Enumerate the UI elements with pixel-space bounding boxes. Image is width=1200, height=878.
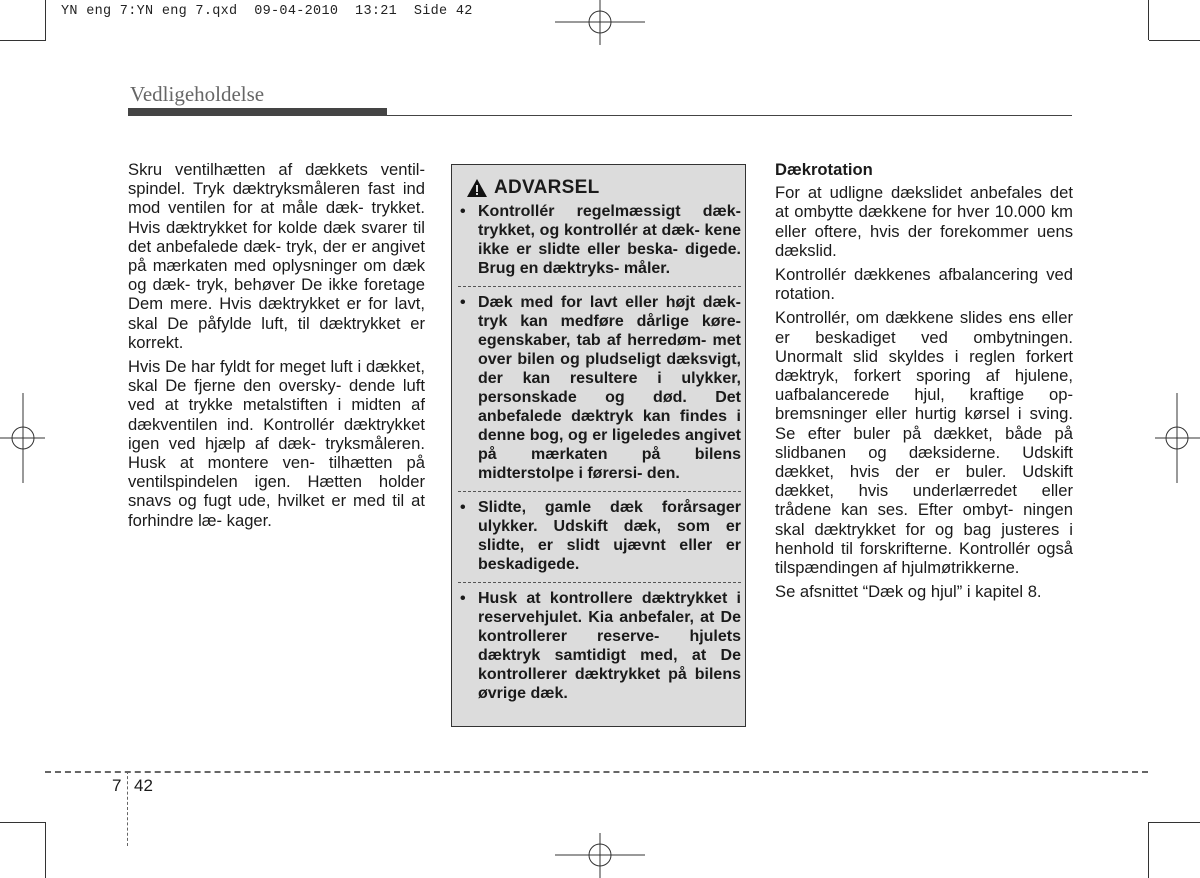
registration-mark-right xyxy=(1155,393,1200,483)
crop-mark-bottom-right-h xyxy=(1149,822,1200,823)
section-heading: Dækrotation xyxy=(775,160,873,179)
crop-mark-bottom-left-v xyxy=(45,822,46,878)
footer-divider xyxy=(127,771,128,846)
warning-box xyxy=(451,164,746,727)
registration-mark-top xyxy=(555,0,645,45)
bullet-icon: • xyxy=(460,294,466,311)
right-paragraph-4: Se afsnittet “Dæk og hjul” i kapitel 8. xyxy=(775,582,1042,602)
section-title: Vedligeholdelse xyxy=(130,82,265,106)
right-paragraph-2: Kontrollér dækkenes afbalancering ved rotation. xyxy=(775,265,1073,304)
crop-mark-top-right-h xyxy=(1149,40,1200,41)
bullet-icon: • xyxy=(460,203,466,220)
warning-item xyxy=(458,589,741,711)
crop-mark-top-left-v xyxy=(45,0,46,40)
right-column xyxy=(775,160,1073,606)
warning-item-text: Kontrollér regelmæssigt dæk- trykket, og kontrollér at dæk- kene ikke er slidte eller beska- digede. Brug en dæktryks- måler. xyxy=(478,203,741,277)
footer-rule xyxy=(45,771,1148,773)
left-paragraph-2: Hvis De har fyldt for meget luft i dækket, skal De fjerne den oversky- dende luft ved at trykke metalstiften i midten af dækventilen ind. Kontrollér dæktrykket igen ved hjælp af dæk- tryksmåleren. Husk at montere ven- tilhætten på ventilspindelen igen. Hætten holder snavs og fugt ude, hvilket er med til at forhindre læ- kager. xyxy=(128,357,425,530)
right-paragraph-1: For at udligne dækslidet anbefales det at ombytte dækkene for hver 10.000 km eller oftere, hvis der forekommer uens dækslid. xyxy=(775,183,1073,260)
registration-mark-bottom xyxy=(555,833,645,878)
crop-mark-top-right-v xyxy=(1148,0,1149,40)
page-number: 42 xyxy=(134,776,153,795)
print-slug: YN eng 7:YN eng 7.qxd 09-04-2010 13:21 Side 42 xyxy=(61,4,473,19)
warning-item-text: Husk at kontrollere dæktrykket i reservehjulet. Kia anbefaler, at De kontrollerer reserve- hjulets dæktryk samtidigt med, at De kontrollerer dæktrykket på bilens øvrige dæk. xyxy=(478,590,741,702)
chapter-number: 7 xyxy=(112,776,122,795)
warning-item xyxy=(458,202,741,287)
warning-item-text: Slidte, gamle dæk forårsager ulykker. Udskift dæk, som er slidte, er slidt ujævnt eller er beskadigede. xyxy=(478,499,741,573)
warning-title: ADVARSEL xyxy=(494,177,600,198)
warning-header xyxy=(466,177,600,199)
right-paragraph-3: Kontrollér, om dækkene slides ens eller er beskadiget ved ombytningen. Unormalt slid skyldes i reglen forkert dæktryk, forkert sporing af hjulene, uafbalancerede hjul, kraftige op- bremsninger eller hurtig kørsel i sving. Se efter buler på dækket, både på slidbanen og dæksiderne. Udskift dækket, hvis der er buler. Udskift dækket, hvis underlærredet eller trådene kan ses. Efter ombyt- ningen skal dæktrykket for og bag justeres i henhold til forskrifterne. Kontrollér også tilspændingen af hjulmøtrikkerne. xyxy=(775,308,1073,578)
warning-item xyxy=(458,293,741,492)
bullet-icon: • xyxy=(460,590,466,607)
crop-mark-bottom-left-h xyxy=(0,822,46,823)
warning-triangle-icon xyxy=(466,178,488,198)
bullet-icon: • xyxy=(460,499,466,516)
warning-list xyxy=(458,202,741,717)
warning-item-text: Dæk med for lavt eller højt dæk- tryk kan medføre dårlige køre- egenskaber, tab af herredøm- met over bilen og pludseligt dæksvigt, der kan resultere i ulykker, personskade og død. Det anbefalede dæktryk kan findes i denne bog, og er ligeledes angivet på mærkaten på bilens midterstolpe i førersi- den. xyxy=(478,294,741,482)
warning-item xyxy=(458,498,741,583)
registration-mark-left xyxy=(0,393,45,483)
left-column xyxy=(128,160,425,535)
left-paragraph-1: Skru ventilhætten af dækkets ventil- spindel. Tryk dæktryksmåleren fast ind mod ventilen for at måle dæk- trykket. Hvis dæktrykket for kolde dæk svarer til det anbefalede dæk- tryk, der er angivet på mærkaten med oplysninger om dæk og dæk- tryk, behøver De ikke foretage Dem mere. Hvis dæktrykket er for lavt, skal De påfylde luft, til dæktrykket er korrekt. xyxy=(128,160,425,352)
crop-mark-bottom-right-v xyxy=(1148,822,1149,878)
crop-mark-top-left-h xyxy=(0,40,46,41)
header-rule-thin xyxy=(128,115,1072,116)
